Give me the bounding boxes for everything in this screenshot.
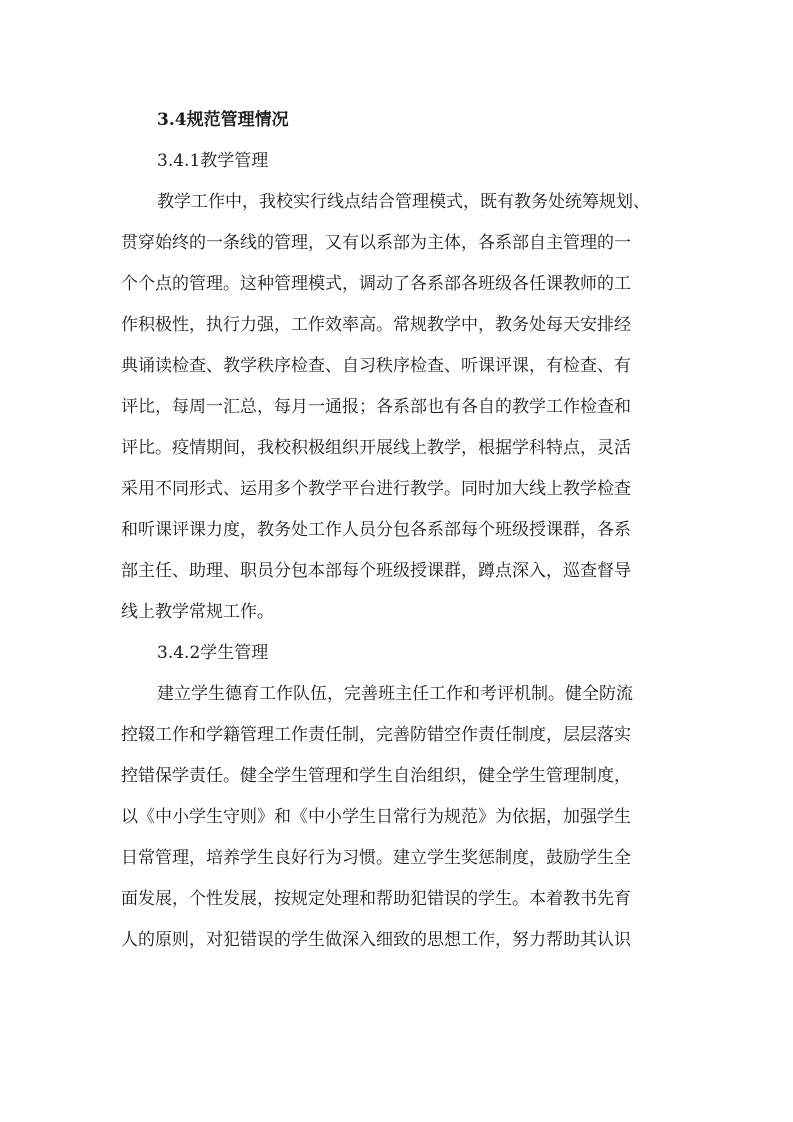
text-line: 面发展，个性发展，按规定处理和帮助犯错误的学生。本着教书先育 — [121, 889, 631, 909]
text-line: 个个点的管理。这种管理模式，调动了各系部各班级各任课教师的工 — [121, 274, 631, 294]
text-line: 以《中小学生守则》和《中小学生日常行为规范》为依据，加强学生 — [121, 807, 631, 827]
text-line: 部主任、助理、职员分包本部每个班级授课群，蹲点深入，巡查督导 — [121, 561, 631, 581]
document-body — [121, 100, 676, 961]
text-line: 采用不同形式、运用多个教学平台进行教学。同时加大线上教学检查 — [121, 479, 631, 499]
text-line: 日常管理，培养学生良好行为习惯。建立学生奖惩制度，鼓励学生全 — [121, 848, 631, 868]
text-line: 和听课评课力度，教务处工作人员分包各系部每个班级授课群，各系 — [121, 520, 631, 540]
paragraph-teaching-management — [121, 182, 676, 633]
text-line: 贯穿始终的一条线的管理，又有以系部为主体，各系部自主管理的一 — [121, 233, 631, 253]
section-heading: 3.4规范管理情况 — [157, 110, 289, 130]
subsection-title-student: 3.4.2学生管理 — [157, 643, 269, 663]
text-line: 控错保学责任。健全学生管理和学生自治组织，健全学生管理制度， — [121, 766, 631, 786]
text-line: 建立学生德育工作队伍，完善班主任工作和考评机制。健全防流 — [157, 684, 633, 704]
subsection-title-teaching: 3.4.1教学管理 — [157, 151, 269, 171]
text-line: 人的原则，对犯错误的学生做深入细致的思想工作，努力帮助其认识 — [121, 930, 631, 950]
text-line: 评比。疫情期间，我校积极组织开展线上教学，根据学科特点，灵活 — [121, 438, 631, 458]
text-line: 典诵读检查、教学秩序检查、自习秩序检查、听课评课，有检查、有 — [121, 356, 631, 376]
paragraph-student-management — [121, 674, 676, 961]
text-line: 线上教学常规工作。 — [121, 602, 274, 622]
text-line: 评比，每周一汇总，每月一通报；各系部也有各自的教学工作检查和 — [121, 397, 631, 417]
text-line: 作积极性，执行力强，工作效率高。常规教学中，教务处每天安排经 — [121, 315, 631, 335]
text-line: 控辍工作和学籍管理工作责任制，完善防错空作责任制度，层层落实 — [121, 725, 631, 745]
text-line: 教学工作中，我校实行线点结合管理模式，既有教务处统筹规划、 — [157, 192, 650, 212]
